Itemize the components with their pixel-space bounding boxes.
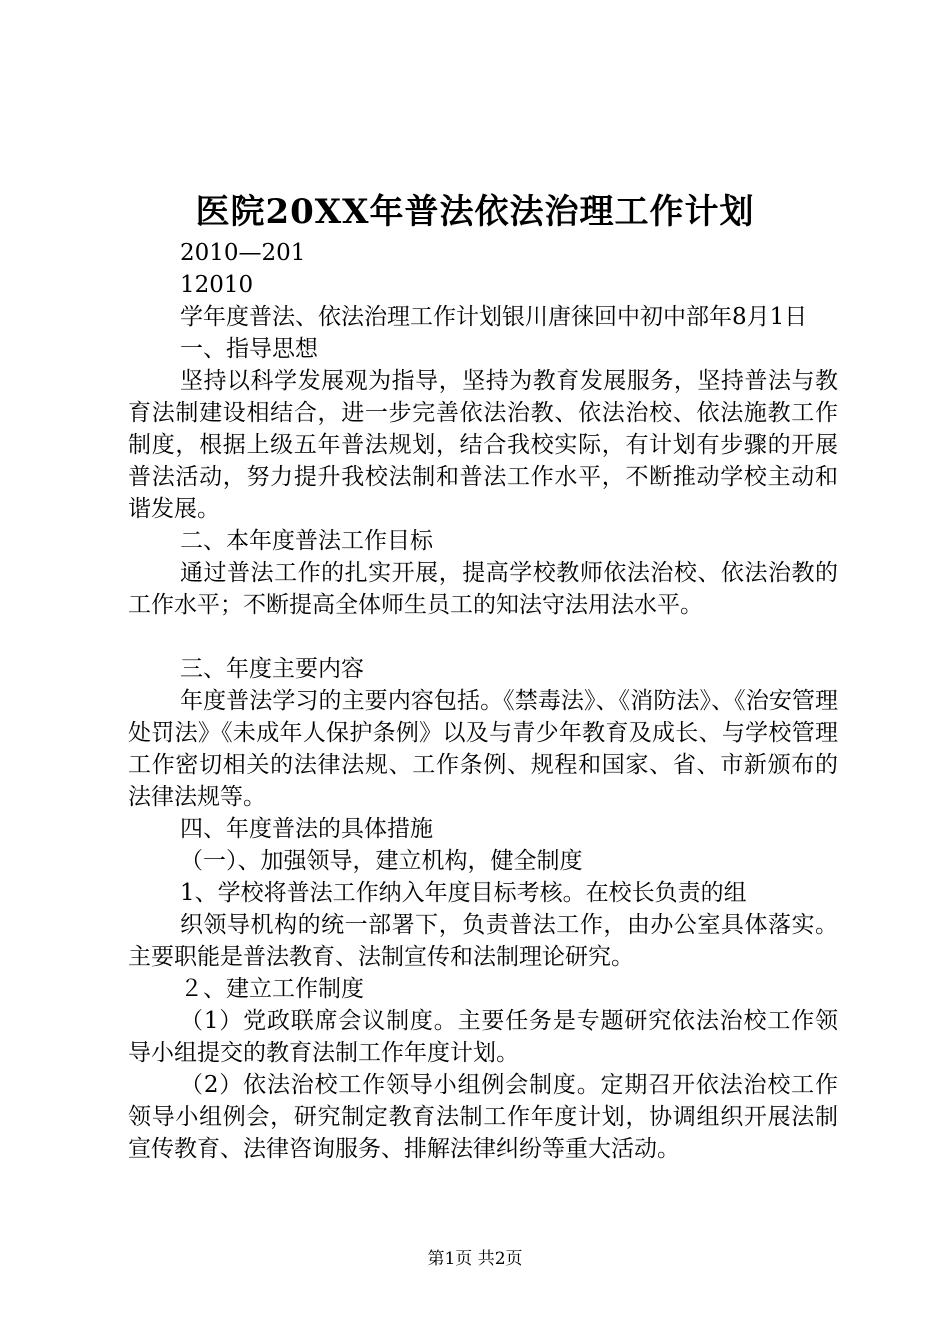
subheading-leadership: （一）、加强领导，建立机构，健全制度	[180, 848, 583, 874]
paragraph-annual-goal: 通过普法工作的扎实开展，提高学校教师依法治校、依法治教的工作水平；不断提高全体师生员工的知法守法用法水平。	[128, 560, 838, 618]
paragraph-plan-subtitle: 学年度普法、依法治理工作计划银川唐徕回中初中部年8月1日	[180, 304, 808, 330]
page-number-footer: 第1页 共2页	[427, 1249, 523, 1269]
section-heading-measures: 四、年度普法的具体措施	[180, 816, 433, 842]
paragraph-year-range: 2010—201	[180, 240, 306, 266]
paragraph-group-meeting: （2）依法治校工作领导小组例会制度。定期召开依法治校工作领导小组例会，研究制定教育法制工作年度计划，协调组织开展法制宣传教育、法律咨询服务、排解法律纠纷等重大活动。	[128, 1072, 838, 1162]
paragraph-main-content: 年度普法学习的主要内容包括。《禁毒法》、《消防法》、《治安管理处罚法》《未成年人保护条例》以及与青少年教育及成长、与学校管理工作密切相关的法律法规、工作条例、规程和国家、省、市新颁布的法律法规等。	[128, 688, 838, 810]
blank-line	[128, 621, 838, 653]
paragraph-item-1-continued: 织领导机构的统一部署下，负责普法工作，由办公室具体落实。主要职能是普法教育、法制宣传和法制理论研究。	[128, 912, 838, 970]
paragraph-year-code: 12010	[180, 272, 254, 298]
section-heading-annual-goal: 二、本年度普法工作目标	[180, 528, 433, 554]
section-heading-main-content: 三、年度主要内容	[180, 656, 364, 682]
section-heading-guiding-thought: 一、指导思想	[180, 336, 318, 362]
subheading-work-system: ２、建立工作制度	[180, 976, 364, 1002]
paragraph-party-meeting: （1）党政联席会议制度。主要任务是专题研究依法治校工作领导小组提交的教育法制工作年度计划。	[128, 1008, 838, 1066]
document-body	[128, 237, 838, 1165]
page-title: 医院20XX年普法依法治理工作计划	[195, 192, 755, 232]
paragraph-guiding-thought: 坚持以科学发展观为指导，坚持为教育发展服务，坚持普法与教育法制建设相结合，进一步完善依法治教、依法治校、依法施教工作制度，根据上级五年普法规划，结合我校实际，有计划有步骤的开展普法活动，努力提升我校法制和普法工作水平，不断推动学校主动和谐发展。	[128, 368, 838, 522]
paragraph-item-1: 1、学校将普法工作纳入年度目标考核。在校长负责的组	[180, 880, 747, 906]
